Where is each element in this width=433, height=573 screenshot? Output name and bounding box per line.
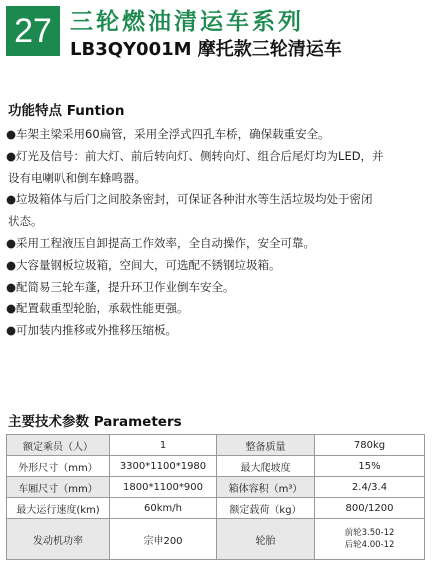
- param-value: 780kg: [315, 435, 425, 456]
- table-row: [7, 498, 425, 519]
- table-row: [7, 519, 425, 560]
- feature-item: ●配简易三轮车蓬，提升环卫作业倒车安全。: [6, 279, 235, 294]
- tyre-front: 前轮3.50-12: [344, 528, 395, 538]
- section-number-badge: 27: [6, 6, 60, 56]
- feature-item: ●垃圾箱体与后门之间胶条密封，可保证各种泔水等生活垃圾均处于密闭: [6, 192, 373, 207]
- feature-item: ●灯光及信号：前大灯、前后转向灯、侧转向灯、组合后尾灯均为LED，并: [6, 148, 384, 163]
- param-value: 1: [110, 435, 217, 456]
- features-heading: 功能特点 Funtion: [8, 103, 125, 119]
- feature-item-continuation: 设有电喇叭和倒车蜂鸣器。: [8, 170, 146, 185]
- param-label: 额定乘员（人）: [7, 435, 110, 456]
- engine-power-label: 发动机功率: [7, 519, 110, 560]
- param-label: 最大运行速度(km): [7, 498, 110, 519]
- param-value: 60km/h: [110, 498, 217, 519]
- param-label: 最大爬坡度: [217, 456, 315, 477]
- param-value: 3300*1100*1980: [110, 456, 217, 477]
- param-label: 外形尺寸（mm）: [7, 456, 110, 477]
- param-value: 1800*1100*900: [110, 477, 217, 498]
- table-row: [7, 435, 425, 456]
- param-value: 800/1200: [315, 498, 425, 519]
- param-label: 整备质量: [217, 435, 315, 456]
- feature-item: ●可加装内推移或外推移压缩板。: [6, 323, 178, 338]
- params-heading: 主要技术参数 Parameters: [8, 414, 182, 430]
- series-title: 三轮燃油清运车系列: [70, 9, 304, 35]
- tyre-label: 轮胎: [217, 519, 315, 560]
- table-row: [7, 477, 425, 498]
- model-subtitle: LB3QY001M 摩托款三轮清运车: [70, 39, 342, 60]
- table-row: [7, 456, 425, 477]
- param-label: 额定载荷（kg）: [217, 498, 315, 519]
- parameters-table: [6, 434, 425, 560]
- param-label: 箱体容积（m³）: [217, 477, 315, 498]
- feature-item: ●大容量钢板垃圾箱，空间大，可选配不锈钢垃圾箱。: [6, 257, 281, 272]
- param-label: 车厢尺寸（mm）: [7, 477, 110, 498]
- tyre-value: [315, 519, 425, 560]
- param-value: 15%: [315, 456, 425, 477]
- tyre-rear: 后轮4.00-12: [344, 540, 395, 550]
- param-value: 2.4/3.4: [315, 477, 425, 498]
- feature-item: ●车架主梁采用60扁管，采用全浮式四孔车桥，确保载重安全。: [6, 127, 330, 141]
- engine-power-value: 宗申200: [110, 519, 217, 560]
- feature-item: ●采用工程液压自卸提高工作效率，全自动操作，安全可靠。: [6, 235, 316, 250]
- feature-item-continuation: 状态。: [8, 214, 43, 229]
- feature-item: ●配置载重型轮胎，承载性能更强。: [6, 301, 189, 316]
- features-list: [6, 124, 426, 342]
